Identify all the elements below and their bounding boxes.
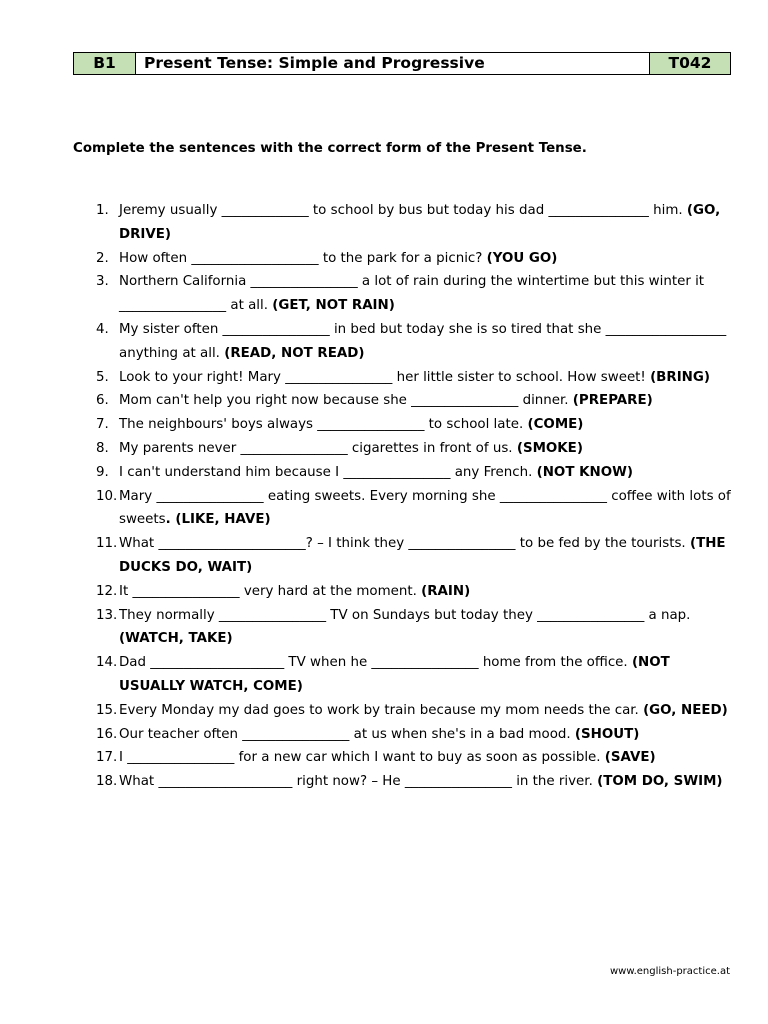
- sentence: Our teacher often ________________ at us when she's in a bad mood.: [119, 726, 575, 742]
- item-number: 1.: [96, 203, 109, 218]
- verb-hint: (NOT USUALLY WATCH, COME): [119, 655, 670, 694]
- list-item: [96, 270, 736, 318]
- sentence: It ________________ very hard at the moment.: [119, 583, 422, 599]
- instruction-text: Complete the sentences with the correct form of the Present Tense.: [73, 141, 587, 156]
- item-text: [119, 437, 736, 461]
- item-number: 17.: [96, 750, 118, 766]
- verb-hint: (GO, NEED): [643, 702, 728, 718]
- website-url: www.english-practice.at: [609, 966, 730, 977]
- item-number: 6.: [96, 393, 109, 409]
- sentence: How often ___________________ to the park for a picnic?: [119, 250, 487, 266]
- verb-hint: (BRING): [650, 369, 710, 385]
- item-text: [119, 699, 736, 723]
- verb-hint: (GO, DRIVE): [119, 203, 721, 242]
- sentence: Northern California ________________ a lot of rain during the wintertime but this winter it ________________ at all.: [119, 274, 705, 314]
- list-item: [96, 437, 736, 461]
- list-item: [96, 366, 736, 390]
- sentence: Look to your right! Mary ________________ her little sister to school. How sweet!: [119, 369, 651, 385]
- item-text: [119, 318, 736, 366]
- sentence: My parents never ________________ cigarettes in front of us.: [119, 440, 517, 456]
- item-text: [119, 746, 736, 770]
- verb-hint: (READ, NOT READ): [224, 345, 365, 361]
- item-number: 10.: [96, 488, 118, 504]
- sentence: Every Monday my dad goes to work by train because my mom needs the car.: [119, 702, 644, 718]
- verb-hint: (RAIN): [421, 583, 471, 599]
- verb-hint: (NOT KNOW): [536, 464, 633, 480]
- sentence: Dad ____________________ TV when he ________________ home from the office.: [119, 655, 632, 671]
- sentence: Mary ________________ eating sweets. Every morning she ________________ coffee with lots of sweets: [119, 488, 731, 528]
- item-number: 7.: [96, 417, 109, 433]
- item-number: 13.: [96, 607, 118, 623]
- item-number: 5.: [96, 369, 109, 385]
- verb-hint: (YOU GO): [486, 250, 558, 266]
- sentence: I ________________ for a new car which I want to buy as soon as possible.: [119, 750, 605, 766]
- level-label: B1: [74, 53, 136, 74]
- item-number: 4.: [96, 321, 109, 337]
- list-item: [96, 651, 736, 699]
- item-text: [119, 366, 736, 390]
- item-number: 3.: [96, 274, 109, 290]
- sentence: What ____________________ right now? – He ________________ in the river.: [119, 774, 598, 790]
- verb-hint: (SMOKE): [516, 440, 583, 456]
- sentence: The neighbours' boys always ________________ to school late.: [119, 417, 528, 433]
- worksheet-header: [73, 52, 731, 75]
- worksheet-code: T042: [668, 54, 712, 72]
- list-item: [96, 699, 736, 723]
- verb-hint: (SHOUT): [574, 726, 640, 742]
- verb-hint: (PREPARE): [572, 393, 653, 409]
- item-text: [119, 270, 736, 318]
- verb-hint: (TOM DO, SWIM): [597, 774, 723, 790]
- item-number: 12.: [96, 583, 118, 599]
- list-item: [96, 532, 736, 580]
- item-number: 8.: [96, 440, 109, 456]
- item-number: 18.: [96, 774, 118, 790]
- sentence: I can't understand him because I ________________ any French.: [119, 464, 537, 480]
- item-number: 2.: [96, 250, 109, 266]
- item-number: 15.: [96, 702, 118, 718]
- verb-hint: (THE DUCKS DO, WAIT): [119, 536, 726, 575]
- item-number: 16.: [96, 726, 118, 742]
- item-number: 14.: [96, 655, 118, 671]
- item-text: [119, 247, 736, 271]
- list-item: [96, 723, 736, 747]
- verb-hint: (GET, NOT RAIN): [272, 298, 395, 314]
- list-item: [96, 604, 736, 652]
- list-item: [96, 461, 736, 485]
- item-text: [119, 389, 736, 413]
- list-item: [96, 389, 736, 413]
- sentence: Mom can't help you right now because she ________________ dinner.: [119, 393, 573, 409]
- list-item: [96, 485, 736, 533]
- list-item: [96, 580, 736, 604]
- item-text: [119, 199, 736, 247]
- item-text: [119, 651, 736, 699]
- list-item: [96, 247, 736, 271]
- list-item: [96, 199, 736, 247]
- item-text: [119, 580, 736, 604]
- verb-hint: (WATCH, TAKE): [119, 631, 233, 647]
- item-text: [119, 532, 736, 580]
- sentence: What ______________________? – I think they ________________ to be fed by the tourists.: [119, 536, 690, 552]
- item-text: [119, 461, 736, 485]
- item-text: [119, 723, 736, 747]
- list-item: [96, 746, 736, 770]
- verb-hint: . (LIKE, HAVE): [165, 512, 271, 528]
- item-text: [119, 770, 736, 794]
- list-item: [96, 413, 736, 437]
- verb-hint: (SAVE): [604, 750, 656, 766]
- sentence: Jeremy usually _____________ to school by bus but today his dad _______________ him.: [119, 203, 687, 218]
- verb-hint: (COME): [527, 417, 584, 433]
- list-item: [96, 318, 736, 366]
- list-item: [96, 770, 736, 794]
- sentence: They normally ________________ TV on Sundays but today they ________________ a nap.: [119, 607, 691, 623]
- exercise-list: [96, 199, 736, 794]
- sentence: My sister often ________________ in bed but today she is so tired that she __________________ anything at all.: [119, 321, 727, 361]
- item-text: [119, 413, 736, 437]
- worksheet-title: Present Tense: Simple and Progressive: [136, 53, 650, 74]
- item-number: 9.: [96, 464, 109, 480]
- item-text: [119, 485, 736, 533]
- item-text: [119, 604, 736, 652]
- item-number: 11.: [96, 536, 118, 552]
